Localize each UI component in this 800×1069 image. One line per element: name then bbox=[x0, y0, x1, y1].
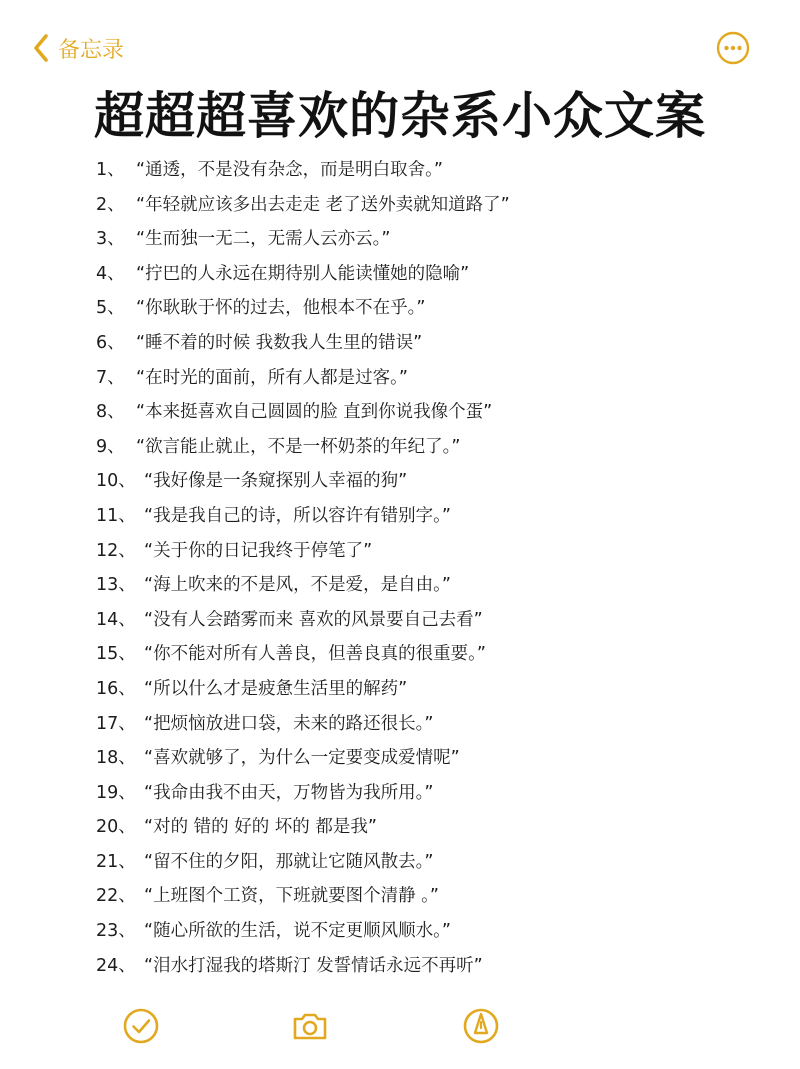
item-number: 15、 bbox=[96, 644, 136, 665]
item-text: “年轻就应该多出去走走 老了送外卖就知道路了” bbox=[136, 194, 510, 215]
note-line bbox=[0, 568, 800, 603]
item-number: 2、 bbox=[96, 194, 125, 215]
note-line bbox=[0, 810, 800, 845]
item-number: 5、 bbox=[96, 298, 125, 319]
note-line bbox=[0, 637, 800, 672]
item-text: “睡不着的时候 我数我人生里的错误” bbox=[136, 332, 423, 353]
item-text: “关于你的日记我终于停笔了” bbox=[144, 540, 373, 561]
note-line bbox=[0, 707, 800, 742]
item-text: “我是我自己的诗，所以容许有错别字。” bbox=[144, 505, 451, 526]
item-text: “上班图个工资，下班就要图个清静 。” bbox=[144, 886, 439, 907]
item-number: 13、 bbox=[96, 575, 136, 596]
item-number: 24、 bbox=[96, 955, 136, 976]
note-line bbox=[0, 776, 800, 811]
item-text: “对的 错的 好的 坏的 都是我” bbox=[144, 817, 377, 838]
item-text: “本来挺喜欢自己圆圆的脸 直到你说我像个蛋” bbox=[136, 402, 493, 423]
note-line bbox=[0, 188, 800, 223]
item-text: “欲言能止就止，不是一杯奶茶的年纪了。” bbox=[136, 436, 461, 457]
item-number: 14、 bbox=[96, 609, 136, 630]
more-button[interactable] bbox=[716, 31, 750, 65]
note-line bbox=[0, 534, 800, 569]
note-line bbox=[0, 291, 800, 326]
markup-button[interactable] bbox=[461, 1006, 501, 1046]
note-line bbox=[0, 845, 800, 880]
item-number: 3、 bbox=[96, 229, 125, 250]
item-text: “我好像是一条窥探别人幸福的狗” bbox=[144, 471, 408, 492]
item-text: “拧巴的人永远在期待别人能读懂她的隐喻” bbox=[136, 263, 470, 284]
chevron-left-icon bbox=[32, 33, 50, 63]
pen-icon bbox=[461, 1006, 501, 1046]
item-number: 7、 bbox=[96, 367, 125, 388]
item-text: “留不住的夕阳，那就让它随风散去。” bbox=[144, 851, 434, 872]
note-line bbox=[0, 499, 800, 534]
item-number: 9、 bbox=[96, 436, 125, 457]
item-number: 23、 bbox=[96, 921, 136, 942]
item-number: 4、 bbox=[96, 263, 125, 284]
note-title: 超超超喜欢的杂系小众文案 bbox=[94, 87, 706, 145]
note-line bbox=[0, 914, 800, 949]
note-line bbox=[0, 326, 800, 361]
item-number: 19、 bbox=[96, 782, 136, 803]
item-text: “在时光的面前，所有人都是过客。” bbox=[136, 367, 408, 388]
note-line bbox=[0, 361, 800, 396]
item-number: 1、 bbox=[96, 160, 125, 180]
item-number: 12、 bbox=[96, 540, 136, 561]
item-text: “通透，不是没有杂念，而是明白取舍。” bbox=[136, 160, 443, 180]
camera-icon bbox=[290, 1006, 330, 1046]
item-text: “把烦恼放进口袋，未来的路还很长。” bbox=[144, 713, 434, 734]
item-number: 11、 bbox=[96, 505, 136, 526]
back-label: 备忘录 bbox=[58, 37, 125, 63]
item-number: 17、 bbox=[96, 713, 136, 734]
checklist-icon bbox=[121, 1006, 161, 1046]
item-text: “你耿耿于怀的过去，他根本不在乎。” bbox=[136, 298, 426, 319]
bottom-toolbar bbox=[0, 1002, 800, 1052]
item-number: 21、 bbox=[96, 851, 136, 872]
item-number: 16、 bbox=[96, 678, 136, 699]
item-text: “所以什么才是疲惫生活里的解药” bbox=[144, 678, 408, 699]
note-list bbox=[0, 153, 800, 983]
more-dots-icon bbox=[716, 31, 750, 65]
item-text: “你不能对所有人善良，但善良真的很重要。” bbox=[144, 644, 486, 665]
checklist-button[interactable] bbox=[121, 1006, 161, 1046]
item-text: “喜欢就够了，为什么一定要变成爱情呢” bbox=[144, 748, 460, 769]
item-number: 10、 bbox=[96, 471, 136, 492]
item-number: 8、 bbox=[96, 402, 125, 423]
item-text: “海上吹来的不是风，不是爱，是自由。” bbox=[144, 575, 451, 596]
item-text: “我命由我不由天，万物皆为我所用。” bbox=[144, 782, 434, 803]
back-button[interactable] bbox=[32, 30, 124, 66]
note-line bbox=[0, 430, 800, 465]
note-line bbox=[0, 603, 800, 638]
note-line bbox=[0, 222, 800, 257]
item-text: “生而独一无二，无需人云亦云。” bbox=[136, 229, 391, 250]
item-text: “没有人会踏雾而来 喜欢的风景要自己去看” bbox=[144, 609, 483, 630]
navigation-bar bbox=[0, 0, 800, 78]
camera-button[interactable] bbox=[290, 1006, 330, 1046]
note-line bbox=[0, 879, 800, 914]
note-line bbox=[0, 257, 800, 292]
note-line bbox=[0, 672, 800, 707]
note-line bbox=[0, 949, 800, 984]
note-line bbox=[0, 741, 800, 776]
item-number: 18、 bbox=[96, 748, 136, 769]
item-text: “泪水打湿我的塔斯汀 发誓情话永远不再听” bbox=[144, 955, 483, 976]
item-number: 20、 bbox=[96, 817, 136, 838]
item-number: 22、 bbox=[96, 886, 136, 907]
item-number: 6、 bbox=[96, 332, 125, 353]
item-text: “随心所欲的生活，说不定更顺风顺水。” bbox=[144, 921, 451, 942]
note-line bbox=[0, 153, 800, 188]
note-line bbox=[0, 464, 800, 499]
note-line bbox=[0, 395, 800, 430]
